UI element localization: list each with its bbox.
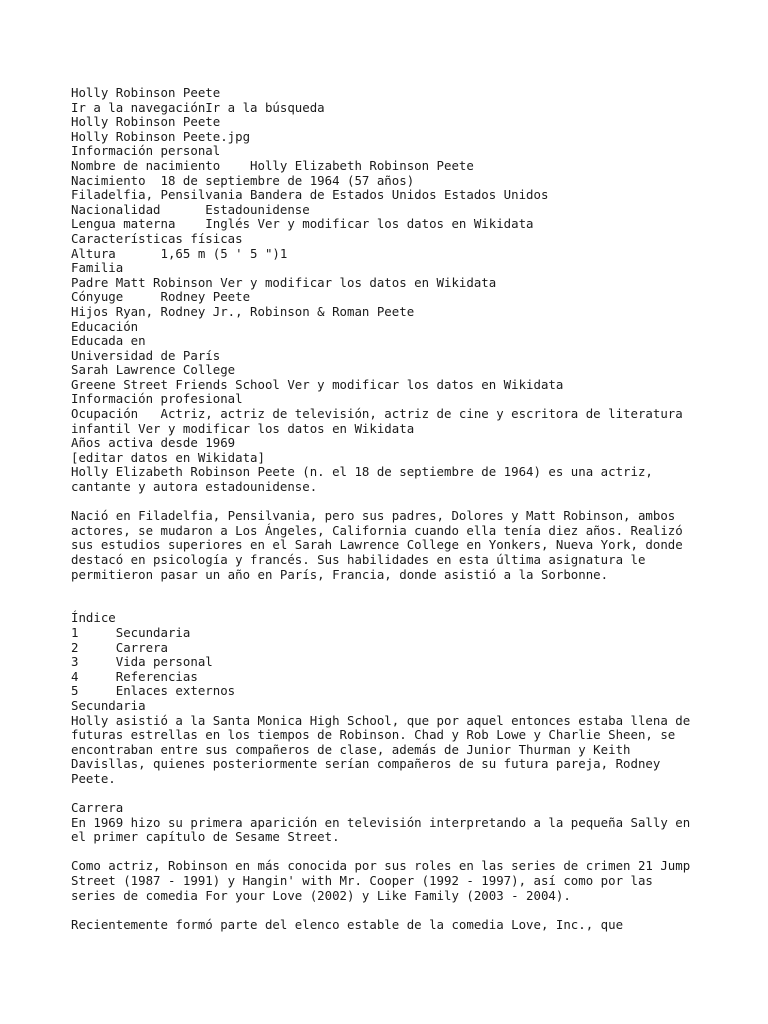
text-line: Ocupación Actriz, actriz de televisión, actriz de cine y escritora de literatura	[71, 406, 683, 422]
text-line: futuras estrellas en los tiempos de Robinson. Chad y Rob Lowe y Charlie Sheen, se	[71, 727, 676, 743]
text-line: Street (1987 - 1991) y Hangin' with Mr. Cooper (1992 - 1997), así como por las	[71, 873, 653, 889]
text-line: [editar datos en Wikidata]	[71, 449, 265, 465]
text-line: Holly asistió a la Santa Monica High School, que por aquel entonces estaba llena de	[71, 712, 691, 728]
text-line: series de comedia For your Love (2002) y Like Family (2003 - 2004).	[71, 887, 571, 903]
text-line: Holly Elizabeth Robinson Peete (n. el 18 de septiembre de 1964) es una actriz,	[71, 464, 653, 480]
text-line: permitieron pasar un año en París, Francia, donde asistió a la Sorbonne.	[71, 566, 609, 582]
blank-line	[71, 597, 721, 612]
blank-line	[71, 787, 721, 802]
text-line: destacó en psicología y francés. Sus habilidades en esta última asignatura le	[71, 552, 646, 567]
text-line: 4 Referencias	[71, 668, 198, 684]
text-line: encontraban entre sus compañeros de clase, además de Junior Thurman y Keith	[71, 741, 631, 757]
text-line: actores, se mudaron a Los Ángeles, California cuando ella tenía diez años. Realizó	[71, 522, 683, 538]
blank-line	[71, 845, 721, 860]
text-line: Años activa desde 1969	[71, 435, 236, 451]
text-line: Holly Robinson Peete.jpg	[71, 128, 251, 144]
text-line: 3 Vida personal	[71, 654, 213, 670]
text-line: Davisllas, quienes posteriormente serían compañeros de su futura pareja, Rodney	[71, 756, 661, 772]
text-line: 2 Carrera	[71, 639, 168, 655]
text-line: Holly Robinson Peete	[71, 85, 221, 100]
text-line: 1 Secundaria	[71, 624, 191, 640]
text-line: Peete.	[71, 770, 116, 786]
text-line: Educada en	[71, 333, 146, 349]
text-line: Padre Matt Robinson Ver y modificar los datos en Wikidata	[71, 274, 497, 290]
text-line: Carrera	[71, 800, 124, 816]
text-line: Nacimiento 18 de septiembre de 1964 (57 años)	[71, 172, 415, 188]
text-line: Filadelfia, Pensilvania Bandera de Estados Unidos Estados Unidos	[71, 187, 549, 203]
text-line: En 1969 hizo su primera aparición en televisión interpretando a la pequeña Sally en	[71, 814, 691, 830]
text-line: Nació en Filadelfia, Pensilvania, pero sus padres, Dolores y Matt Robinson, ambos	[71, 508, 676, 524]
text-line: cantante y autora estadounidense.	[71, 479, 318, 495]
text-line: Información personal	[71, 143, 221, 159]
blank-line	[71, 495, 721, 510]
text-line: Familia	[71, 260, 124, 276]
text-line: Ir a la navegaciónIr a la búsqueda	[71, 99, 325, 115]
text-line: Lengua materna Inglés Ver y modificar los datos en Wikidata	[71, 216, 534, 232]
text-line: Como actriz, Robinson en más conocida por sus roles en las series de crimen 21 Jump	[71, 858, 691, 874]
text-line: 5 Enlaces externos	[71, 683, 236, 699]
text-line: Índice	[71, 610, 116, 626]
text-line: Sarah Lawrence College	[71, 362, 236, 378]
text-line: infantil Ver y modificar los datos en Wikidata	[71, 420, 415, 436]
document-body	[71, 86, 721, 932]
text-line: Greene Street Friends School Ver y modificar los datos en Wikidata	[71, 376, 564, 392]
text-line: Holly Robinson Peete	[71, 114, 221, 130]
text-line: Hijos Ryan, Rodney Jr., Robinson & Roman Peete	[71, 303, 415, 319]
text-line: Recientemente formó parte del elenco estable de la comedia Love, Inc., que	[71, 916, 624, 932]
text-line: Nombre de nacimiento Holly Elizabeth Robinson Peete	[71, 157, 474, 173]
text-line: Cónyuge Rodney Peete	[71, 289, 251, 305]
text-line: Universidad de París	[71, 347, 221, 363]
blank-line	[71, 582, 721, 597]
text-line: Nacionalidad Estadounidense	[71, 201, 310, 217]
text-line: el primer capítulo de Sesame Street.	[71, 829, 340, 845]
blank-line	[71, 903, 721, 918]
text-line: Altura 1,65 m (5 ' 5 ")1	[71, 245, 288, 261]
text-line: sus estudios superiores en el Sarah Lawrence College en Yonkers, Nueva York, donde	[71, 537, 683, 553]
text-line: Educación	[71, 318, 139, 334]
text-line: Características físicas	[71, 230, 243, 246]
text-line: Información profesional	[71, 391, 243, 407]
text-line: Secundaria	[71, 697, 146, 713]
